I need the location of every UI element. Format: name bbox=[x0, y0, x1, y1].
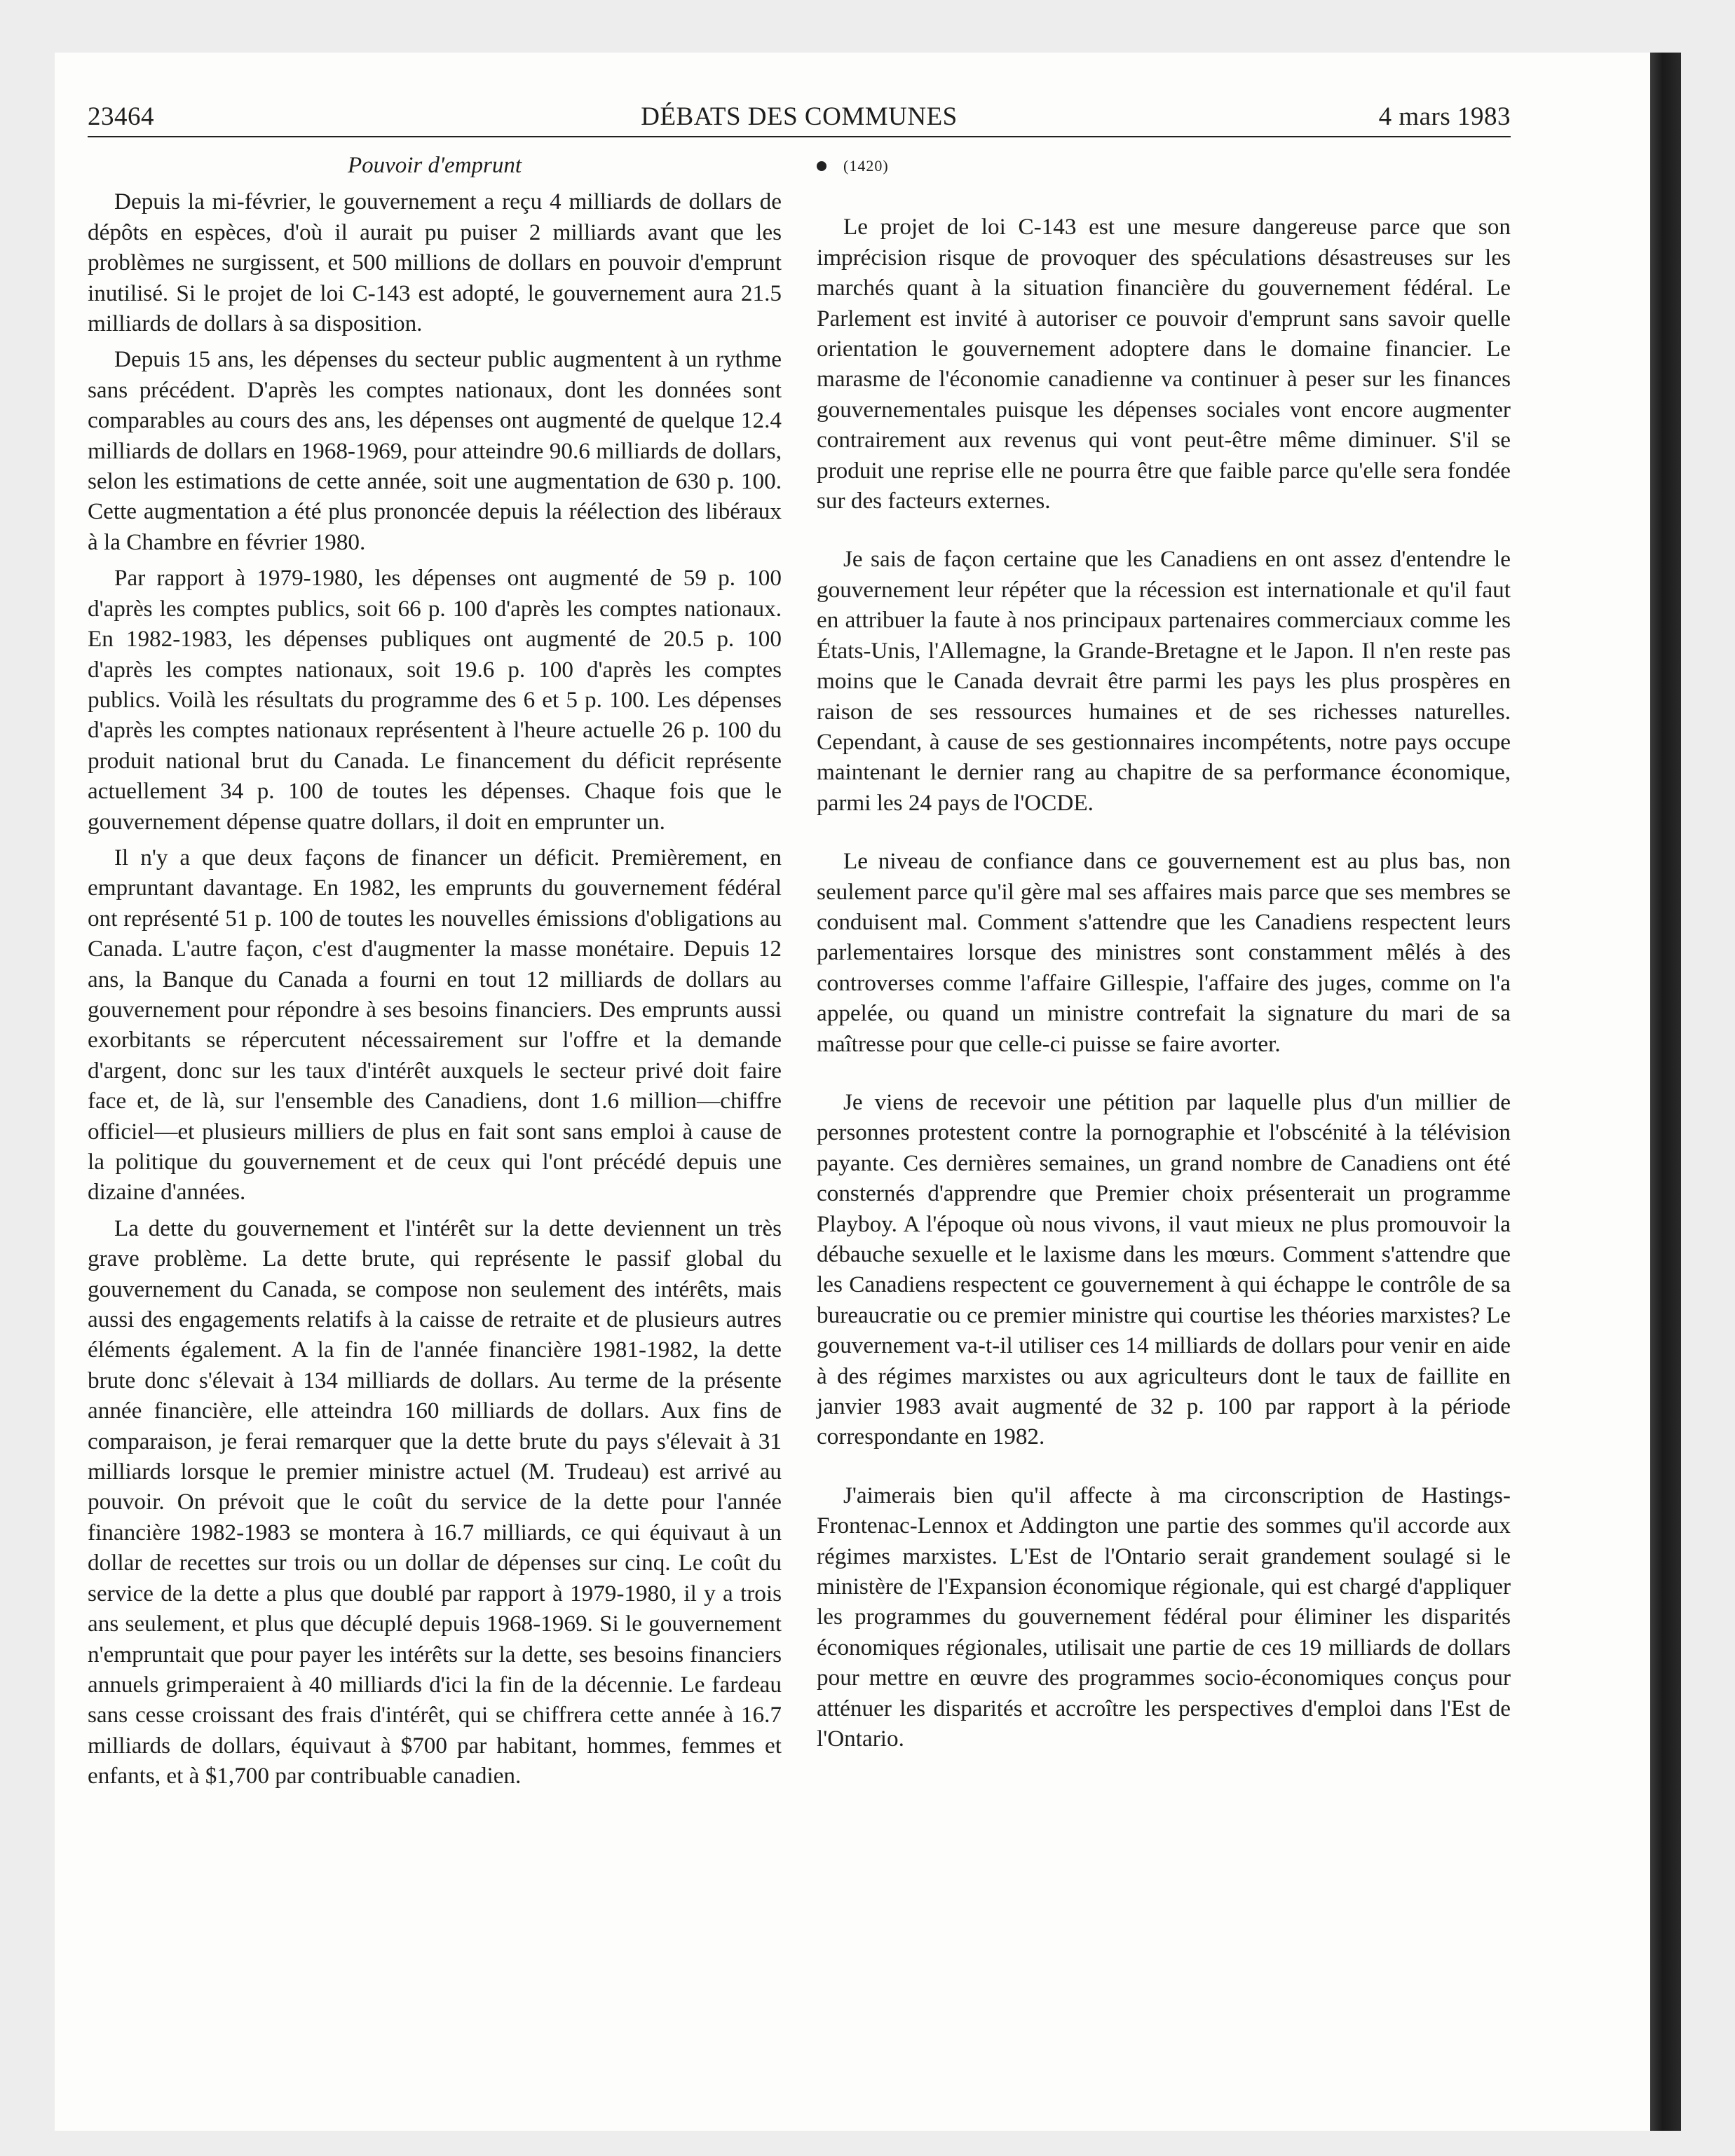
paragraph: Depuis 15 ans, les dépenses du secteur public augmentent à un rythme sans précédent. D'après les comptes nationaux, dont les données sont comparables au cours des ans, les dépenses ont augmenté de quelque 12.4 milliards de dollars en 1968-1969, pour atteindre 90.6 milliards de dollars, selon les estimations de cette année, soit une augmentation de 630 p. 100. Cette augmentation a été plus prononcée depuis la réélection des libéraux à la Chambre en février 1980. bbox=[88, 346, 782, 555]
paragraph: Je sais de façon certaine que les Canadiens en ont assez d'entendre le gouvernement leur répéter que la récession est internationale et qu'il faut en attribuer la faute à nos principaux partenaires commerciaux comme les États-Unis, l'Allemagne, la Grande-Bretagne et le Japon. Il n'en reste pas moins que le Canada devrait être parmi les pays les plus prospères en raison de ses ressources humaines et de ses richesses naturelles. Cependant, à cause de ses gestionnaires incompétents, notre pays occupe maintenant le dernier rang au chapitre de sa performance économique, parmi les 24 pays de l'OCDE. bbox=[817, 546, 1511, 816]
page-header bbox=[88, 97, 1511, 137]
paragraph: J'aimerais bien qu'il affecte à ma circonscription de Hastings-Frontenac-Lennox et Addington une partie des sommes qu'il accorde aux régimes marxistes. L'Est de l'Ontario serait grandement soulagé si le ministère de l'Expansion économique régionale, qui est chargé d'appliquer les programmes du gouvernement fédéral pour éliminer les disparités économiques régionales, utilisait une partie de ces 19 milliards de dollars pour mettre en œuvre des programmes socio-économiques conçus pour atténuer les disparités et accroître les perspectives d'emploi dans l'Est de l'Ontario. bbox=[817, 1482, 1511, 1752]
paragraph: La dette du gouvernement et l'intérêt sur la dette deviennent un très grave problème. La dette brute, qui représente le passif global du gouvernement du Canada, se compose non seulement des intérêts, mais aussi des engagements relatifs à la caisse de retraite et de plusieurs autres éléments également. A la fin de l'année financière 1981-1982, la dette brute donc s'élevait à 134 milliards de dollars. Au terme de la présente année financière, elle atteindra 160 milliards de dollars. Aux fins de comparaison, je ferai remarquer que la dette brute du pays s'élevait à 31 milliards lorsque le premier ministre actuel (M. Trudeau) est arrivé au pouvoir. On prévoit que le coût du service de la dette pour l'année financière 1982-1983 se montera à 16.7 milliards, ce qui équivaut à un dollar de recettes sur trois ou un dollar de dépenses sur cinq. Le coût du service de la dette a plus que doublé par rapport à 1979-1980, il y a trois ans seulement, et plus que décuplé depuis 1968-1969. Si le gouvernement n'empruntait que pour payer les intérêts sur la dette, ses besoins financiers annuels grimperaient à 40 milliards d'ici la fin de la décennie. Le fardeau sans cesse croissant des frais d'intérêt, qui se chiffrera cette année à 16.7 milliards de dollars, équivaut à $700 par habitant, hommes, femmes et enfants, et à $1,700 par contribuable canadien. bbox=[88, 1215, 782, 1789]
paragraph: Je viens de recevoir une pétition par laquelle plus d'un millier de personnes protestent contre la pornographie et l'obscénité à la télévision payante. Ces dernières semaines, un grand nombre de Canadiens ont été consternés d'apprendre que Premier choix présenterait un programme Playboy. A l'époque où nous vivons, il vaut mieux ne plus promouvoir la débauche sexuelle et le laxisme dans les mœurs. Comment s'attendre que les Canadiens respectent ce gouvernement à qui échappe le contrôle de sa bureaucratie ou ce premier ministre qui courtise les théories marxistes? Le gouvernement va-t-il utiliser ces 14 milliards de dollars pour venir en aide à des régimes marxistes ou aux agriculteurs dont le taux de faillite en janvier 1983 avait augmenté de 32 p. 100 par rapport à la période correspondante en 1982. bbox=[817, 1089, 1511, 1450]
paragraph: Il n'y a que deux façons de financer un déficit. Premièrement, en empruntant davantage. En 1982, les emprunts du gouvernement fédéral ont représenté 51 p. 100 de toutes les nouvelles émissions d'obligations au Canada. L'autre façon, c'est d'augmenter la masse monétaire. Depuis 12 ans, la Banque du Canada a fourni en tout 12 milliards de dollars au gouvernement pour répondre à ses besoins financiers. Des emprunts aussi exorbitants se répercutent nécessairement sur l'offre et la demande d'argent, donc sur les taux d'intérêt auxquels le secteur privé doit faire face et, de là, sur l'ensemble des Canadiens, dont 1.6 million—chiffre officiel—et plusieurs milliers de plus en fait sont sans emploi à cause de la politique du gouvernement et de ceux qui l'ont précédé depuis une dizaine d'années. bbox=[88, 844, 782, 1206]
paragraph: Par rapport à 1979-1980, les dépenses ont augmenté de 59 p. 100 d'après les comptes publics, soit 66 p. 100 d'après les comptes nationaux. En 1982-1983, les dépenses publiques ont augmenté de 20.5 p. 100 d'après les comptes nationaux, soit 19.6 p. 100 d'après les comptes publics. Voilà les résultats du programme des 6 et 5 p. 100. Les dépenses d'après les comptes nationaux représentent à l'heure actuelle 26 p. 100 du produit national brut du Canada. Le financement du déficit représente actuellement 34 p. 100 de toutes les dépenses. Chaque fois que le gouvernement dépense quatre dollars, il doit en emprunter un. bbox=[88, 565, 782, 835]
scan-edge bbox=[1650, 53, 1681, 2131]
page-number: 23464 bbox=[88, 102, 154, 131]
time-marker-text: (1420) bbox=[843, 157, 889, 175]
page-date: 4 mars 1983 bbox=[1378, 102, 1511, 131]
publication-title: DÉBATS DES COMMUNES bbox=[641, 102, 958, 131]
time-marker bbox=[817, 151, 1511, 181]
section-subheading: Pouvoir d'emprunt bbox=[347, 153, 522, 178]
paragraph: Depuis la mi-février, le gouvernement a reçu 4 milliards de dollars de dépôts en espèces, d'où il aurait pu puiser 2 milliards avant que les problèmes ne surgissent, et 500 millions de dollars en pouvoir d'emprunt inutilisé. Si le projet de loi C-143 est adopté, le gouvernement aura 21.5 milliards de dollars à sa disposition. bbox=[88, 189, 782, 337]
paragraph: Le niveau de confiance dans ce gouvernement est au plus bas, non seulement parce qu'il gère mal ses affaires mais parce que ses membres se conduisent mal. Comment s'attendre que les Canadiens respectent leurs parlementaires lorsque des ministres sont constamment mêlés à des controverses comme l'affaire Gillespie, l'affaire des juges, comme on l'a appelée, ou quand un ministre contrefait la signature du mari de sa maîtresse pour que celle-ci puisse se faire avorter. bbox=[817, 848, 1511, 1057]
paragraph: Le projet de loi C-143 est une mesure dangereuse parce que son imprécision risque de provoquer des spéculations désastreuses sur les marchés quant à la situation financière du gouvernement fédéral. Le Parlement est invité à autoriser ce pouvoir d'emprunt sans savoir quelle orientation le gouvernement adoptere dans le domaine financier. Le marasme de l'économie canadienne va continuer à peser sur les finances gouvernementales puisque les dépenses sociales vont encore augmenter contrairement aux revenus qui vont peut-être même diminuer. S'il se produit une reprise elle ne pourra être que faible parce qu'elle sera fondée sur des facteurs externes. bbox=[817, 214, 1511, 514]
bullet-icon bbox=[817, 161, 826, 171]
left-column bbox=[88, 151, 782, 1797]
right-column bbox=[817, 151, 1511, 1782]
